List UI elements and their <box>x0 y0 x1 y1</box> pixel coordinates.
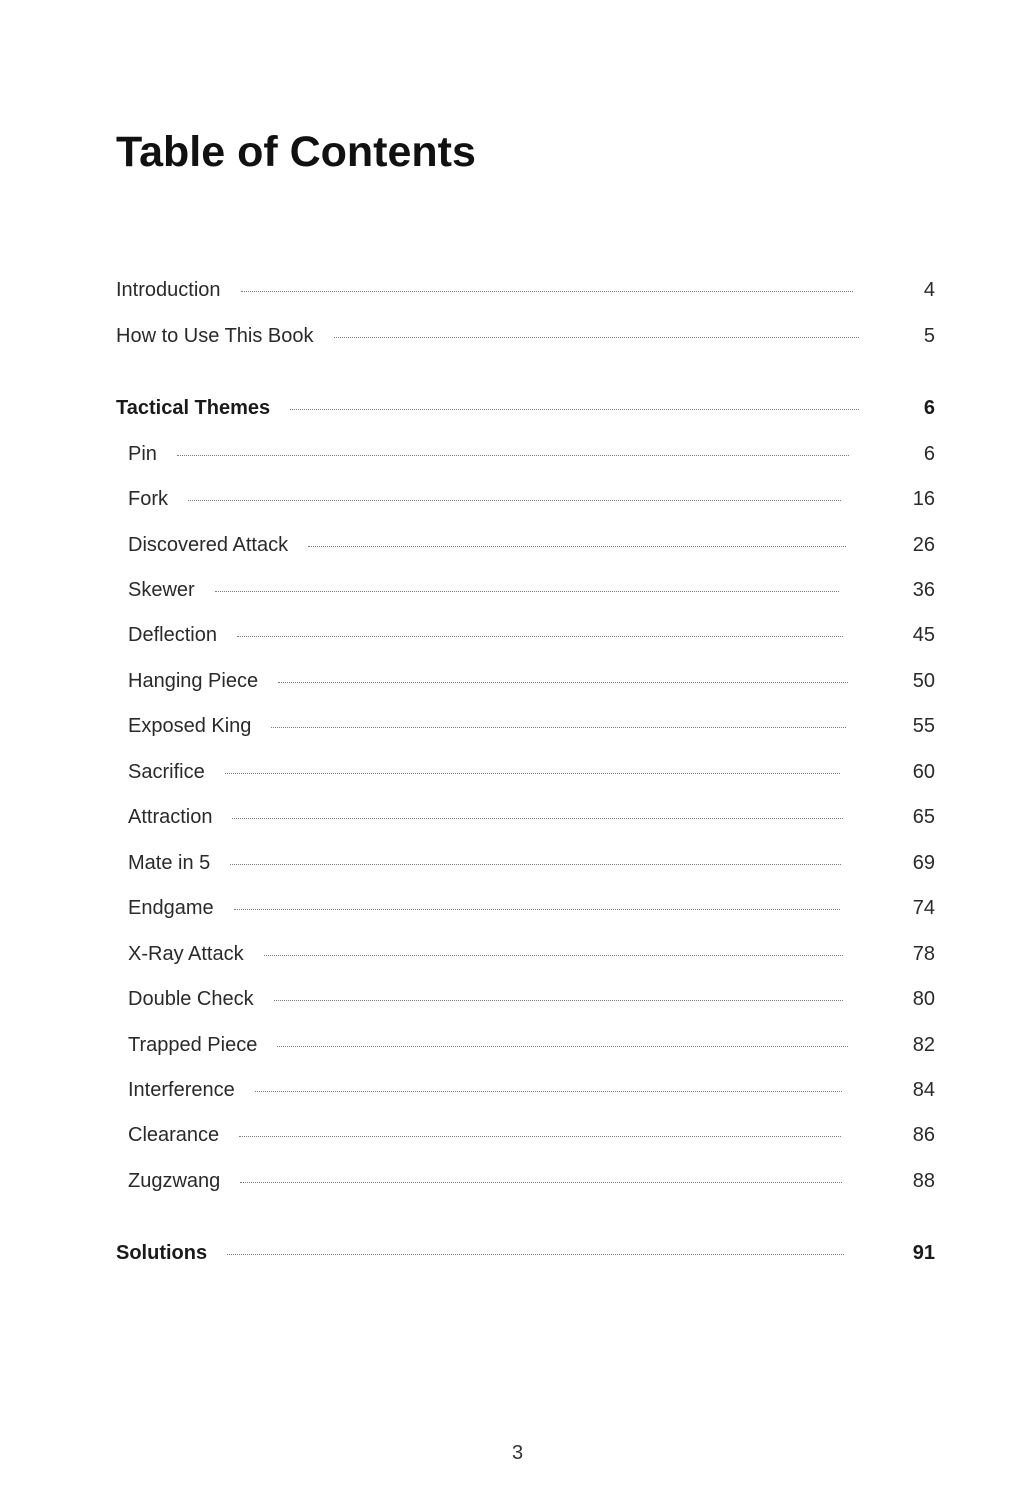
toc-entry-label: Zugzwang <box>128 1170 221 1192</box>
toc-entry-label: Endgame <box>128 897 214 919</box>
toc-entry-page: 88 <box>912 1170 935 1192</box>
toc-entry-label: Clearance <box>128 1124 220 1146</box>
dot-leader <box>177 455 849 456</box>
toc-entry-x-ray-attack <box>128 939 935 969</box>
toc-entry-page: 84 <box>912 1079 935 1101</box>
toc-entry-page: 69 <box>912 852 935 874</box>
dot-leader <box>225 773 840 774</box>
toc-entry-page: 45 <box>912 624 935 646</box>
page-title: Table of Contents <box>116 128 476 176</box>
toc-entry-page: 74 <box>912 897 935 919</box>
toc-entry-mate-in-5 <box>128 848 935 878</box>
toc-entry-label: Hanging Piece <box>128 670 259 692</box>
toc-entry-fork <box>128 484 935 514</box>
toc-entry-discovered-attack <box>128 530 935 560</box>
toc-entry-page: 16 <box>912 488 935 510</box>
toc-entry-label: Deflection <box>128 624 217 646</box>
dot-leader <box>308 546 846 547</box>
toc-entry-label: Introduction <box>116 279 221 301</box>
dot-leader <box>230 864 841 865</box>
toc-entry-clearance <box>128 1120 935 1150</box>
toc-entry-label: Tactical Themes <box>116 397 271 419</box>
toc-entry-page: 6 <box>923 443 935 465</box>
dot-leader <box>239 1136 841 1137</box>
dot-leader <box>255 1091 842 1092</box>
dot-leader <box>278 682 848 683</box>
toc-entry-deflection <box>128 620 935 650</box>
toc-entry-label: Interference <box>128 1079 235 1101</box>
toc-entry-pin <box>128 439 935 469</box>
toc-entry-double-check <box>128 984 935 1014</box>
toc-entry-skewer <box>128 575 935 605</box>
toc-entry-page: 60 <box>912 761 935 783</box>
dot-leader <box>232 818 843 819</box>
toc-entry-page: 5 <box>923 325 935 347</box>
toc-entry-page: 91 <box>912 1242 935 1264</box>
toc-entry-introduction <box>116 275 935 305</box>
toc-section-solutions <box>116 1238 935 1268</box>
toc-entry-page: 78 <box>912 943 935 965</box>
toc-entry-page: 55 <box>912 715 935 737</box>
dot-leader <box>277 1046 848 1047</box>
page-number: 3 <box>511 1442 524 1464</box>
dot-leader <box>290 409 859 410</box>
toc-entry-page: 80 <box>912 988 935 1010</box>
dot-leader <box>334 337 860 338</box>
dot-leader <box>271 727 846 728</box>
toc-entry-label: Trapped Piece <box>128 1034 258 1056</box>
toc-entry-label: Pin <box>128 443 157 465</box>
toc-entry-label: Attraction <box>128 806 213 828</box>
dot-leader <box>215 591 839 592</box>
toc-entry-label: Mate in 5 <box>128 852 211 874</box>
toc-section-tactical-themes <box>116 393 935 423</box>
dot-leader <box>274 1000 843 1001</box>
toc-entry-page: 50 <box>912 670 935 692</box>
toc-entry-label: X-Ray Attack <box>128 943 244 965</box>
toc-entry-page: 36 <box>912 579 935 601</box>
dot-leader <box>237 636 843 637</box>
toc-entry-endgame <box>128 893 935 923</box>
toc-entry-page: 65 <box>912 806 935 828</box>
dot-leader <box>240 1182 842 1183</box>
toc-entry-page: 86 <box>912 1124 935 1146</box>
toc-entry-label: Skewer <box>128 579 195 601</box>
dot-leader <box>227 1254 844 1255</box>
toc-entry-trapped-piece <box>128 1030 935 1060</box>
toc-entry-label: Exposed King <box>128 715 252 737</box>
toc-entry-zugzwang <box>128 1166 935 1196</box>
toc-entry-label: How to Use This Book <box>116 325 314 347</box>
toc-entry-attraction <box>128 802 935 832</box>
toc-entry-page: 82 <box>912 1034 935 1056</box>
toc-entry-label: Fork <box>128 488 168 510</box>
dot-leader <box>264 955 843 956</box>
toc-entry-label: Sacrifice <box>128 761 205 783</box>
toc-entry-label: Discovered Attack <box>128 534 289 556</box>
toc-entry-page: 4 <box>923 279 935 301</box>
toc-entry-page: 26 <box>912 534 935 556</box>
toc-entry-label: Solutions <box>116 1242 208 1264</box>
toc-entry-label: Double Check <box>128 988 254 1010</box>
dot-leader <box>241 291 853 292</box>
toc-entry-exposed-king <box>128 711 935 741</box>
toc-entry-interference <box>128 1075 935 1105</box>
toc-entry-how-to-use <box>116 321 935 351</box>
dot-leader <box>188 500 841 501</box>
toc-entry-page: 6 <box>923 397 935 419</box>
toc-entry-sacrifice <box>128 757 935 787</box>
dot-leader <box>234 909 840 910</box>
toc-entry-hanging-piece <box>128 666 935 696</box>
